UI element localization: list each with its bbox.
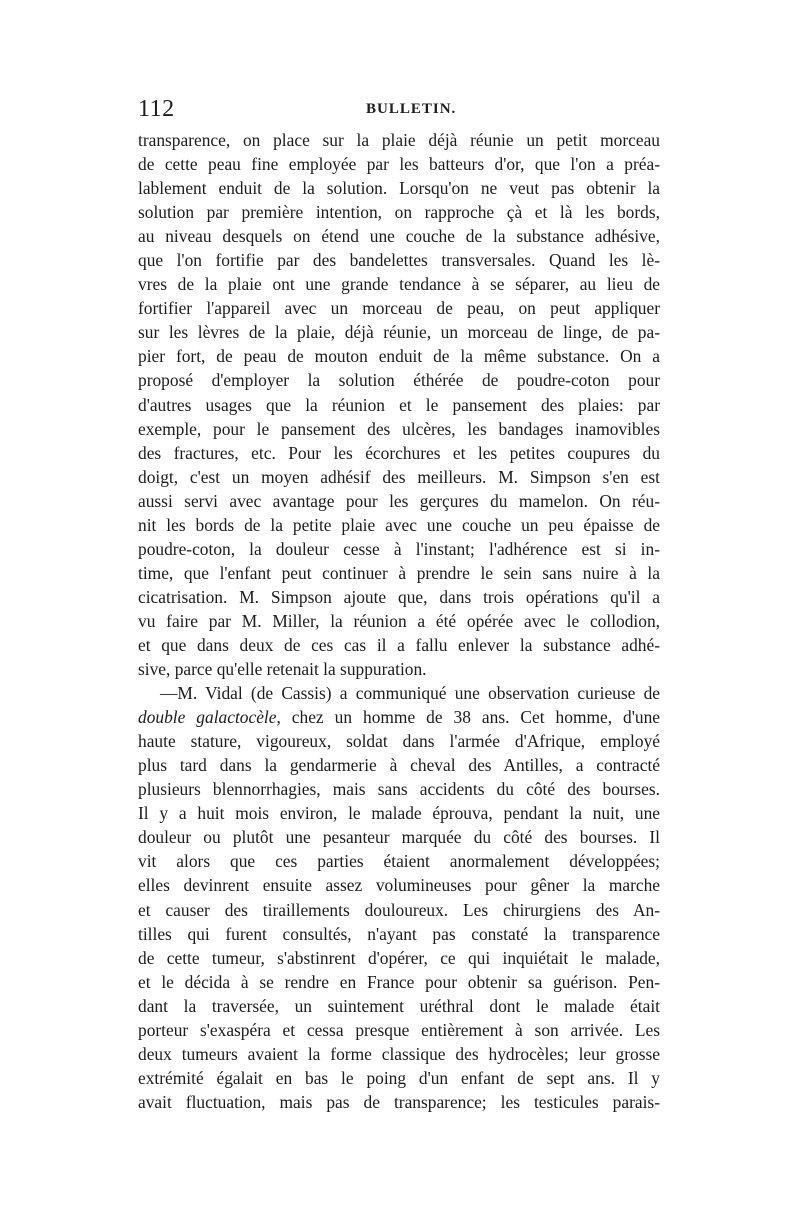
page-header <box>138 96 658 126</box>
text-line: elles devinrent ensuite assez volumineuses pour gêner la marche <box>138 875 660 896</box>
text-line: douleur ou plutôt une pesanteur marquée du côté des bourses. Il <box>138 827 660 848</box>
text-line: exemple, pour le pansement des ulcères, les bandages inamovibles <box>138 418 660 439</box>
text-line: au niveau desquels on étend une couche de la substance adhésive, <box>138 226 660 247</box>
text-line: extrémité égalait en bas le poing d'un enfant de sept ans. Il y <box>138 1067 660 1088</box>
text-line: vu faire par M. Miller, la réunion a été opérée avec le collodion, <box>138 610 660 631</box>
text-line: porteur s'exaspéra et cessa presque entièrement à son arrivée. Les <box>138 1019 660 1040</box>
text-line: de cette tumeur, s'abstinrent d'opérer, ce qui inquiétait le malade, <box>138 947 660 968</box>
text-line: et que dans deux de ces cas il a fallu enlever la substance adhé- <box>138 634 660 655</box>
text-line: haute stature, vigoureux, soldat dans l'armée d'Afrique, employé <box>138 731 660 752</box>
running-head: BULLETIN. <box>366 101 457 117</box>
text-line: Il y a huit mois environ, le malade éprouva, pendant la nuit, une <box>138 803 660 824</box>
text-line: lablement enduit de la solution. Lorsqu'on ne veut pas obtenir la <box>138 178 660 199</box>
text-line: time, que l'enfant peut continuer à prendre le sein sans nuire à la <box>138 562 660 583</box>
text-line: pier fort, de peau de mouton enduit de la même substance. On a <box>138 346 660 367</box>
text-line: d'autres usages que la réunion et le pansement des plaies: par <box>138 394 660 415</box>
text-line: que l'on fortifie par des bandelettes transversales. Quand les lè- <box>138 250 660 271</box>
text-line: avait fluctuation, mais pas de transparence; les testicules parais- <box>138 1091 660 1112</box>
italic-term: double galactocèle <box>138 707 277 728</box>
text-line: et le décida à se rendre en France pour obtenir sa guérison. Pen- <box>138 971 660 992</box>
text-line: doigt, c'est un moyen adhésif des meilleurs. M. Simpson s'en est <box>138 466 660 487</box>
text-line: nit les bords de la petite plaie avec une couche un peu épaisse de <box>138 514 660 535</box>
text-line: plus tard dans la gendarmerie à cheval des Antilles, a contracté <box>138 755 660 776</box>
text-line: cicatrisation. M. Simpson ajoute que, dans trois opérations qu'il a <box>138 586 660 607</box>
text-line: vres de la plaie ont une grande tendance à se séparer, au lieu de <box>138 274 660 295</box>
text-line: dant la traversée, un suintement uréthral dont le malade était <box>138 995 660 1016</box>
text-line: poudre-coton, la douleur cesse à l'instant; l'adhérence est si in- <box>138 538 660 559</box>
text-line: transparence, on place sur la plaie déjà réunie un petit morceau <box>138 130 660 150</box>
text-line: de cette peau fine employée par les batteurs d'or, que l'on a préa- <box>138 154 660 175</box>
text-fragment: , chez un homme de 38 ans. Cet homme, d'une <box>276 707 660 728</box>
text-line: deux tumeurs avaient la forme classique des hydrocèles; leur grosse <box>138 1043 660 1064</box>
text-line: solution par première intention, on rapproche çà et là les bords, <box>138 202 660 223</box>
body-text <box>138 128 660 1114</box>
text-line: aussi servi avec avantage pour les gerçures du mamelon. On réu- <box>138 490 660 511</box>
text-line: et causer des tiraillements douloureux. Les chirurgiens des An- <box>138 899 660 920</box>
page-number: 112 <box>138 96 175 122</box>
text-line: tilles qui furent consultés, n'ayant pas constaté la transparence <box>138 923 660 944</box>
text-line: fortifier l'appareil avec un morceau de peau, on peut appliquer <box>138 298 660 319</box>
text-line: proposé d'employer la solution éthérée de poudre-coton pour <box>138 370 660 391</box>
text-line: vit alors que ces parties étaient anormalement développées; <box>138 851 660 872</box>
text-line: plusieurs blennorrhagies, mais sans accidents du côté des bourses. <box>138 779 660 800</box>
paragraph-start-line: —M. Vidal (de Cassis) a communiqué une observation curieuse de <box>160 683 660 704</box>
text-line: des fractures, etc. Pour les écorchures et les petites coupures du <box>138 442 660 463</box>
text-line: sive, parce qu'elle retenait la suppuration. <box>138 659 427 680</box>
text-line-with-italic <box>138 705 660 729</box>
text-line: sur les lèvres de la plaie, déjà réunie, un morceau de linge, de pa- <box>138 322 660 343</box>
